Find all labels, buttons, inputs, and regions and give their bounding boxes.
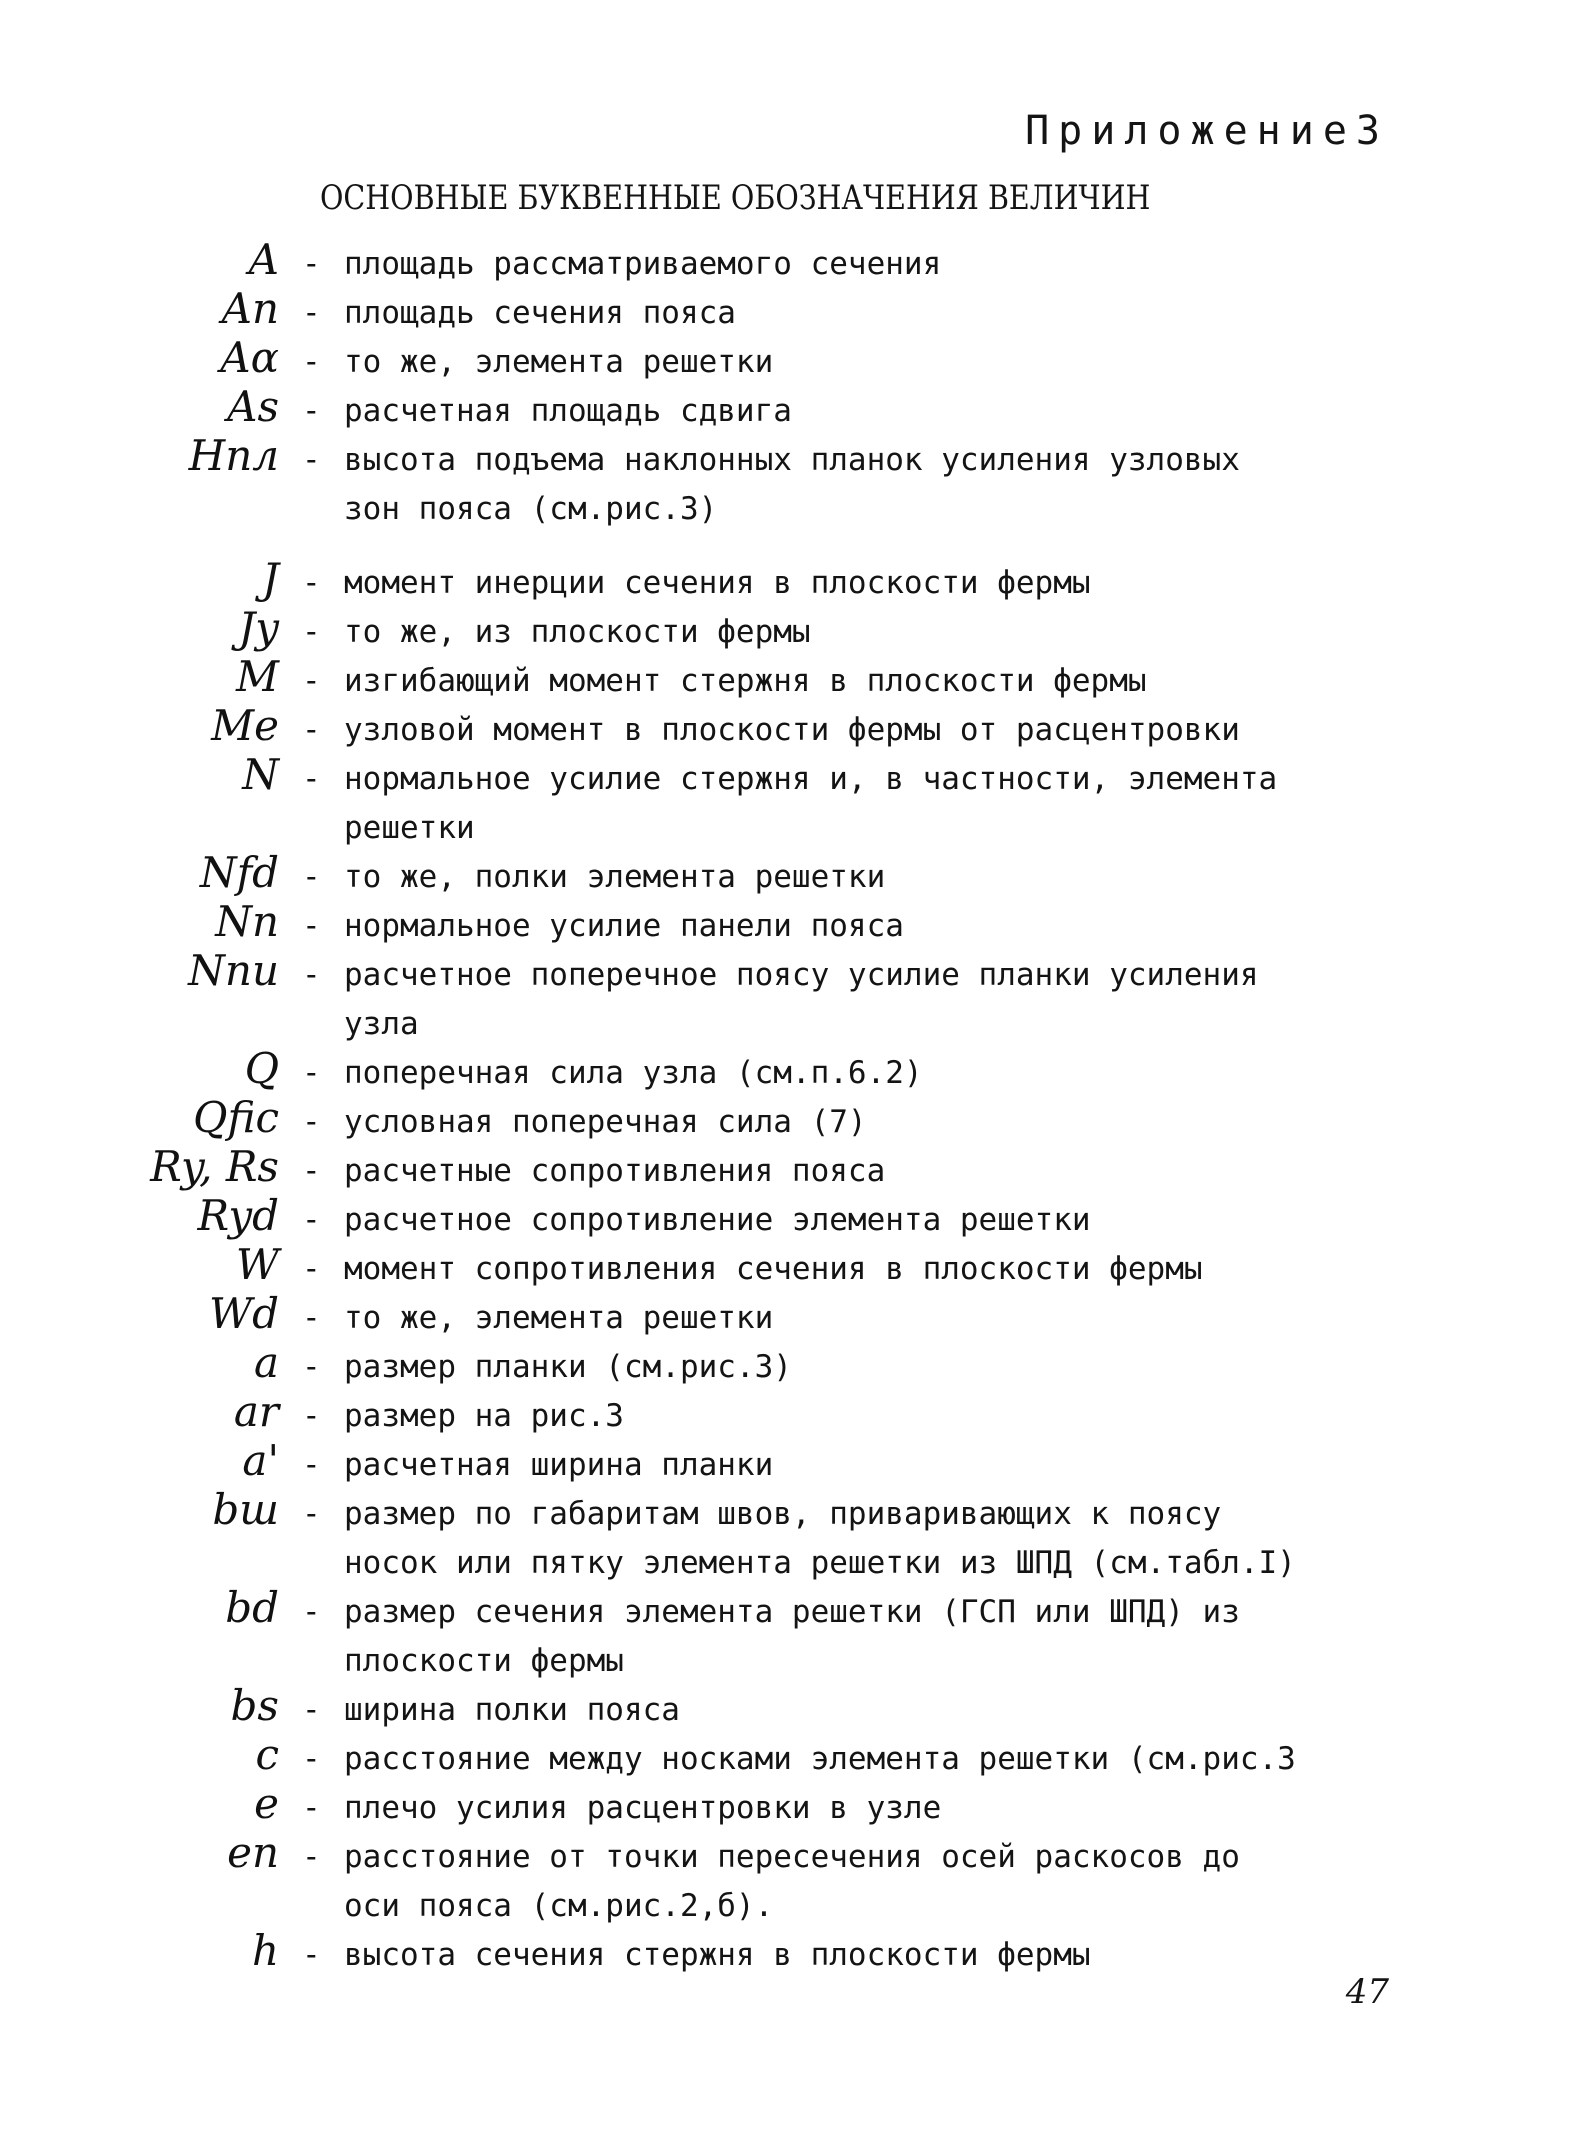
notation-symbol: Aα [220,333,279,382]
notation-symbol: Nfd [199,848,279,897]
page-number: 47 [1345,1972,1389,2012]
notation-definition [344,902,1384,951]
notation-symbol: Ryd [197,1191,279,1240]
definition-continuation: решетки [344,810,475,846]
notation-definition [344,1735,1384,1784]
definition-text: расчетное сопротивление элемента решетки [344,1202,1091,1238]
definition-text: расчетная ширина планки [344,1447,774,1483]
notation-definition [344,1294,1384,1343]
dash-separator: - [302,663,321,699]
definition-text: размер сечения элемента решетки (ГСП или ШПД) из [344,1594,1240,1630]
notation-definition [344,1098,1384,1147]
notation-symbol: W [235,1240,279,1289]
notation-definition [344,436,1384,534]
notation-definition [344,608,1384,657]
notation-symbol: bd [225,1583,279,1632]
dash-separator: - [302,1496,321,1532]
definition-text: условная поперечная сила (7) [344,1104,867,1140]
dash-separator: - [302,761,321,797]
notation-definition [344,1833,1384,1931]
notation-symbol: Wd [208,1289,279,1338]
notation-definition [344,706,1384,755]
definition-text: изгибающий момент стержня в плоскости фермы [344,663,1147,699]
notation-definition [344,1049,1384,1098]
definition-text: то же, полки элемента решетки [344,859,886,895]
notation-symbol: A [248,235,279,284]
notation-symbol: Q [244,1044,279,1093]
notation-definition [344,853,1384,902]
notation-definition [344,1147,1384,1196]
notation-definition [344,1441,1384,1490]
definition-continuation: узла [344,1006,419,1042]
definition-text: расстояние от точки пересечения осей раскосов до [344,1839,1240,1875]
notation-definition [344,387,1384,436]
appendix-number: 3 [1355,108,1389,154]
notation-definition [344,1931,1384,1980]
notation-definition [344,240,1384,289]
definition-text: высота сечения стержня в плоскости фермы [344,1937,1091,1973]
dash-separator: - [302,344,321,380]
definition-text: то же, элемента решетки [344,344,774,380]
notation-symbol: J [262,554,279,603]
notation-symbol: bш [212,1485,279,1534]
notation-symbol: Aп [221,284,279,333]
notation-symbol: bs [230,1681,279,1730]
definition-continuation: носок или пятку элемента решетки из ШПД (см.табл.I) [344,1545,1296,1581]
dash-separator: - [302,1104,321,1140]
notation-symbol: Ry, Rs [150,1142,279,1191]
dash-separator: - [302,908,321,944]
notation-symbol: Nnu [188,946,279,995]
dash-separator: - [302,1741,321,1777]
page-title: ОСНОВНЫЕ БУКВЕННЫЕ ОБОЗНАЧЕНИЯ ВЕЛИЧИН [320,178,1151,218]
dash-separator: - [302,1790,321,1826]
dash-separator: - [302,1692,321,1728]
notation-definition [344,1784,1384,1833]
dash-separator: - [302,1251,321,1287]
definition-continuation: оси пояса (см.рис.2,б). [344,1888,774,1924]
definition-text: расчетное поперечное поясу усилие планки усиления [344,957,1259,993]
notation-symbol: ar [233,1387,279,1436]
dash-separator: - [302,1398,321,1434]
definition-text: узловой момент в плоскости фермы от расцентровки [344,712,1240,748]
definition-text: расстояние между носками элемента решетки (см.рис.3 [344,1741,1296,1777]
dash-separator: - [302,1153,321,1189]
definition-text: высота подъема наклонных планок усиления узловых [344,442,1240,478]
notation-definition [344,1392,1384,1441]
notation-definition [344,289,1384,338]
notation-definition [344,1490,1384,1588]
appendix-heading [1025,108,1389,154]
dash-separator: - [302,1839,321,1875]
dash-separator: - [302,712,321,748]
notation-symbol: e [254,1779,279,1828]
dash-separator: - [302,1300,321,1336]
notation-definition [344,559,1384,608]
notation-symbol: a [253,1338,279,1387]
definition-text: площадь сечения пояса [344,295,736,331]
dash-separator: - [302,1202,321,1238]
notation-symbol: Nп [215,897,279,946]
definition-continuation: зон пояса (см.рис.3) [344,491,718,527]
notation-symbol: h [251,1926,279,1975]
definition-text: плечо усилия расцентровки в узле [344,1790,942,1826]
notation-definition [344,1686,1384,1735]
definition-text: поперечная сила узла (см.п.6.2) [344,1055,923,1091]
dash-separator: - [302,442,321,478]
notation-definition [344,755,1384,853]
notation-symbol: eп [227,1828,279,1877]
notation-definition [344,1196,1384,1245]
notation-definition [344,1343,1384,1392]
appendix-label: Приложение [1025,108,1356,154]
definition-text: момент сопротивления сечения в плоскости фермы [344,1251,1203,1287]
notation-symbol: c [255,1730,279,1779]
definition-text: площадь рассматриваемого сечения [344,246,942,282]
notation-definition [344,338,1384,387]
definition-text: размер по габаритам швов, приваривающих к поясу [344,1496,1222,1532]
dash-separator: - [302,859,321,895]
dash-separator: - [302,1055,321,1091]
definition-text: ширина полки пояса [344,1692,680,1728]
notation-symbol: a' [242,1436,279,1485]
dash-separator: - [302,393,321,429]
definition-text: размер планки (см.рис.3) [344,1349,792,1385]
dash-separator: - [302,1447,321,1483]
definition-text: нормальное усилие стержня и, в частности, элемента [344,761,1278,797]
notation-symbol: Me [211,701,279,750]
dash-separator: - [302,295,321,331]
notation-definition [344,1588,1384,1686]
notation-definition [344,951,1384,1049]
dash-separator: - [302,1349,321,1385]
notation-definition [344,657,1384,706]
definition-text: расчетная площадь сдвига [344,393,792,429]
dash-separator: - [302,1937,321,1973]
notation-symbol: M [235,652,279,701]
dash-separator: - [302,957,321,993]
dash-separator: - [302,565,321,601]
definition-text: момент инерции сечения в плоскости фермы [344,565,1091,601]
dash-separator: - [302,246,321,282]
notation-definition [344,1245,1384,1294]
dash-separator: - [302,1594,321,1630]
notation-symbol: Jy [238,603,279,652]
notation-symbol: As [227,382,279,431]
definition-text: нормальное усилие панели пояса [344,908,904,944]
definition-text: расчетные сопротивления пояса [344,1153,886,1189]
definition-continuation: плоскости фермы [344,1643,624,1679]
definition-text: то же, элемента решетки [344,1300,774,1336]
notation-symbol: Qfic [193,1093,279,1142]
notation-symbol: Hпл [188,431,279,480]
notation-symbol: N [242,750,279,799]
definition-text: то же, из плоскости фермы [344,614,811,650]
dash-separator: - [302,614,321,650]
definition-text: размер на рис.3 [344,1398,624,1434]
